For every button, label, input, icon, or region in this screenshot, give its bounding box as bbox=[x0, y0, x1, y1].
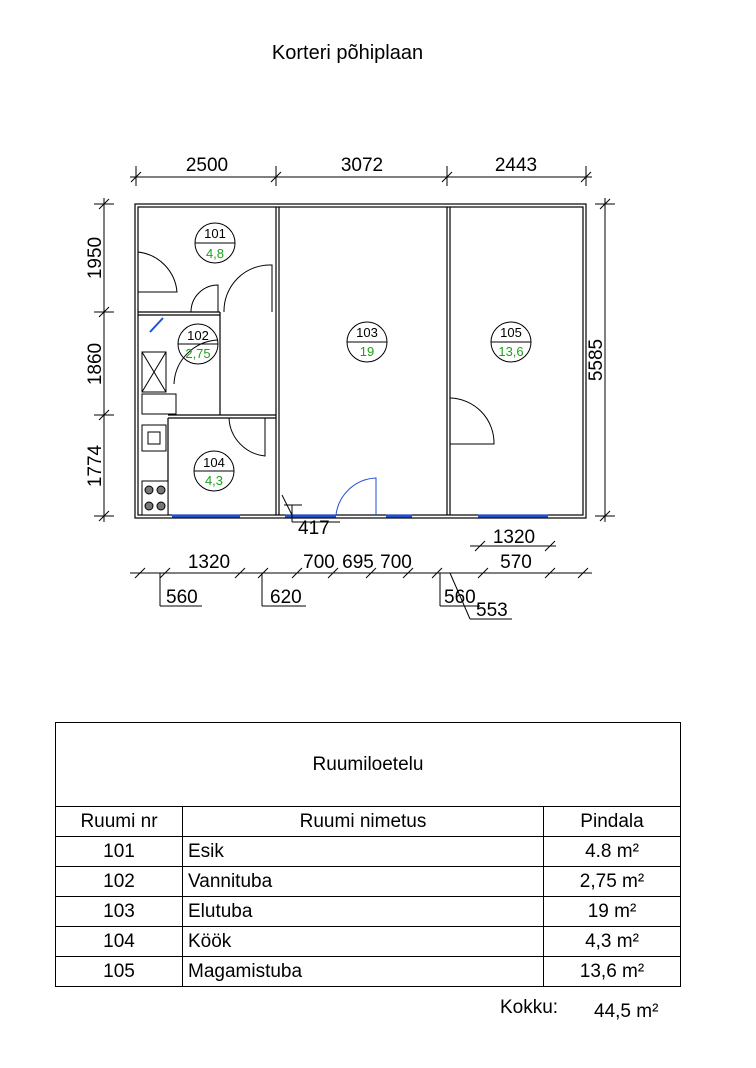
room-area-cell: 19 m² bbox=[544, 897, 681, 927]
room-label-104 bbox=[194, 451, 234, 491]
dim-bottom-6: 1320 bbox=[492, 527, 536, 548]
header-area: Pindala bbox=[544, 807, 681, 837]
bathroom-fixtures bbox=[142, 318, 176, 451]
table-row bbox=[56, 927, 681, 957]
room-area-cell: 4.8 m² bbox=[544, 837, 681, 867]
room-nr-cell: 103 bbox=[56, 897, 183, 927]
svg-text:101: 101 bbox=[204, 226, 226, 241]
room-nr-cell: 105 bbox=[56, 957, 183, 987]
dim-left-1: 1950 bbox=[85, 236, 106, 280]
room-area-cell: 4,3 m² bbox=[544, 927, 681, 957]
table-row bbox=[56, 957, 681, 987]
room-nr-cell: 102 bbox=[56, 867, 183, 897]
total-value: 44,5 m² bbox=[594, 1001, 659, 1022]
doors bbox=[138, 252, 494, 515]
plan-title: Korteri põhiplaan bbox=[271, 42, 424, 64]
room-area-cell: 13,6 m² bbox=[544, 957, 681, 987]
table-row bbox=[56, 867, 681, 897]
stove bbox=[142, 481, 168, 515]
svg-text:104: 104 bbox=[203, 455, 225, 470]
dim-bottom-11: 553 bbox=[476, 600, 508, 621]
header-room-nr: Ruumi nr bbox=[56, 807, 183, 837]
room-name-cell: Esik bbox=[183, 837, 544, 867]
interior-walls bbox=[138, 207, 450, 515]
table-row bbox=[56, 897, 681, 927]
room-area-cell: 2,75 m² bbox=[544, 867, 681, 897]
table-caption: Ruumiloetelu bbox=[56, 723, 681, 807]
dim-right-1: 5585 bbox=[586, 338, 607, 382]
dim-left-3: 1774 bbox=[85, 444, 106, 488]
dim-bottom-3: 700 bbox=[303, 552, 335, 573]
dim-bottom-4: 695 bbox=[342, 552, 374, 573]
svg-text:4,8: 4,8 bbox=[205, 246, 225, 261]
room-label-101 bbox=[195, 223, 235, 263]
dim-bottom-2: 1320 bbox=[187, 552, 231, 573]
room-label-103 bbox=[347, 322, 387, 362]
dim-bottom-9: 620 bbox=[270, 587, 302, 608]
table-header-row bbox=[56, 807, 681, 837]
dim-left-2: 1860 bbox=[85, 342, 106, 386]
dim-top-1: 2500 bbox=[185, 155, 229, 176]
dim-bottom-8: 560 bbox=[166, 587, 198, 608]
svg-text:19: 19 bbox=[359, 344, 375, 359]
svg-text:105: 105 bbox=[500, 325, 522, 340]
room-list-table bbox=[55, 722, 681, 987]
dim-bottom-7: 570 bbox=[500, 552, 532, 573]
dim-top-2: 3072 bbox=[340, 155, 384, 176]
shower-door bbox=[150, 318, 163, 332]
room-label-102 bbox=[178, 324, 218, 364]
dim-bottom-5: 700 bbox=[380, 552, 412, 573]
room-name-cell: Elutuba bbox=[183, 897, 544, 927]
room-name-cell: Magamistuba bbox=[183, 957, 544, 987]
room-nr-cell: 104 bbox=[56, 927, 183, 957]
table-row bbox=[56, 837, 681, 867]
room-label-105 bbox=[491, 322, 531, 362]
entrance-door bbox=[336, 478, 376, 515]
svg-text:2,75: 2,75 bbox=[185, 346, 211, 361]
room-name-cell: Vannituba bbox=[183, 867, 544, 897]
total-label: Kokku: bbox=[500, 997, 559, 1018]
dim-bottom-10: 560 bbox=[444, 587, 476, 608]
dim-bottom-1: 417 bbox=[298, 518, 330, 539]
dim-top-3: 2443 bbox=[494, 155, 538, 176]
svg-text:103: 103 bbox=[356, 325, 378, 340]
header-room-name: Ruumi nimetus bbox=[183, 807, 544, 837]
svg-text:13,6: 13,6 bbox=[498, 344, 524, 359]
svg-text:102: 102 bbox=[187, 328, 209, 343]
svg-text:4,3: 4,3 bbox=[204, 473, 224, 488]
room-nr-cell: 101 bbox=[56, 837, 183, 867]
room-name-cell: Köök bbox=[183, 927, 544, 957]
